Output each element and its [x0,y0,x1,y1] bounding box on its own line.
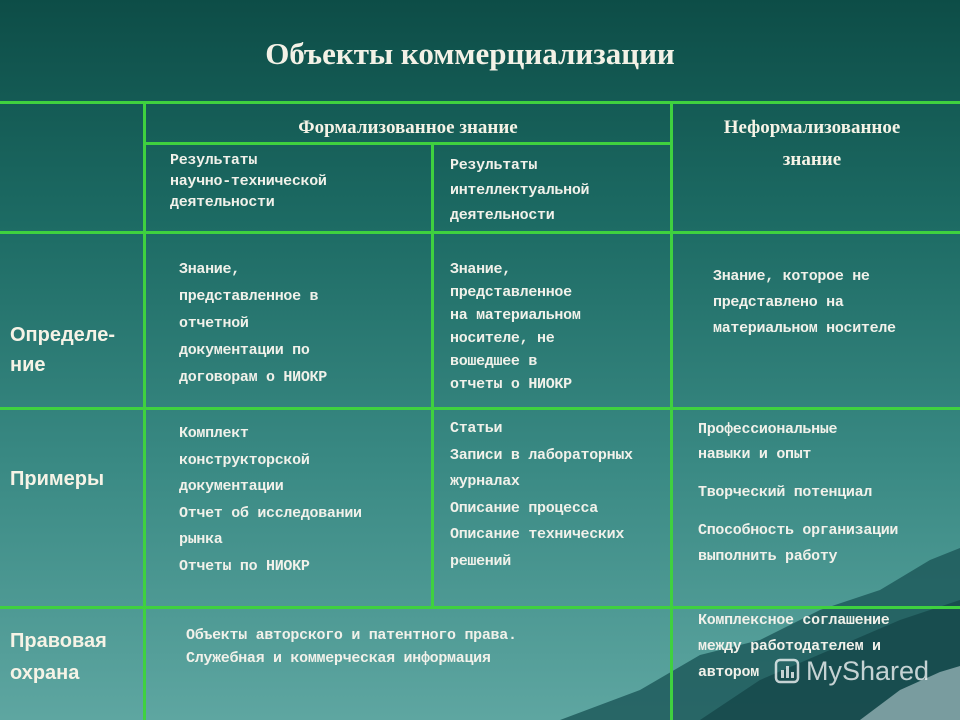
legal-formalized: Объекты авторского и патентного права. Служебная и коммерческая информация [186,627,517,667]
definition-intellectual: Знание, представленное на материальном носителе, не вошедшее в отчеты о НИОКР [450,261,581,393]
header-informal: Неформализованное знание [723,117,901,170]
examples-intellectual: Статьи Записи в лабораторных журналах Описание процесса Описание технических решений [450,420,633,570]
watermark [774,656,929,687]
examples-scientific: Комплект конструкторской документации Отчет об исследовании рынка Отчеты по НИОКР [179,425,362,575]
grid-line-col1 [143,101,146,720]
row-label-examples: Примеры [10,468,105,490]
examples-informal-skills: Профессиональные навыки и опыт [698,421,838,463]
examples-informal-creativity: Творческий потенциал [698,484,873,501]
page-title: Объекты коммерциализации [265,36,675,71]
subheader-intellectual: Результаты интеллектуальной деятельности [450,157,590,224]
grid-line-col2 [431,142,434,608]
row-label-legal: Правовая охрана [10,630,107,684]
subheader-scientific: Результаты научно-технической деятельности [170,152,327,211]
definition-scientific: Знание, представленное в отчетной документации по договорам о НИОКР [179,261,327,386]
row-label-definition: Определе- ние [10,324,116,376]
watermark-text: MyShared [806,656,930,686]
myshared-logo-icon [774,658,800,684]
definition-informal: Знание, которое не представлено на материальном носителе [713,268,896,337]
grid-line-col3 [670,101,673,720]
header-formalized: Формализованное знание [298,117,518,138]
legal-informal: Комплексное соглашение между работодателем и автором [698,612,890,681]
examples-informal-capability: Способность организации выполнить работу [698,522,899,565]
